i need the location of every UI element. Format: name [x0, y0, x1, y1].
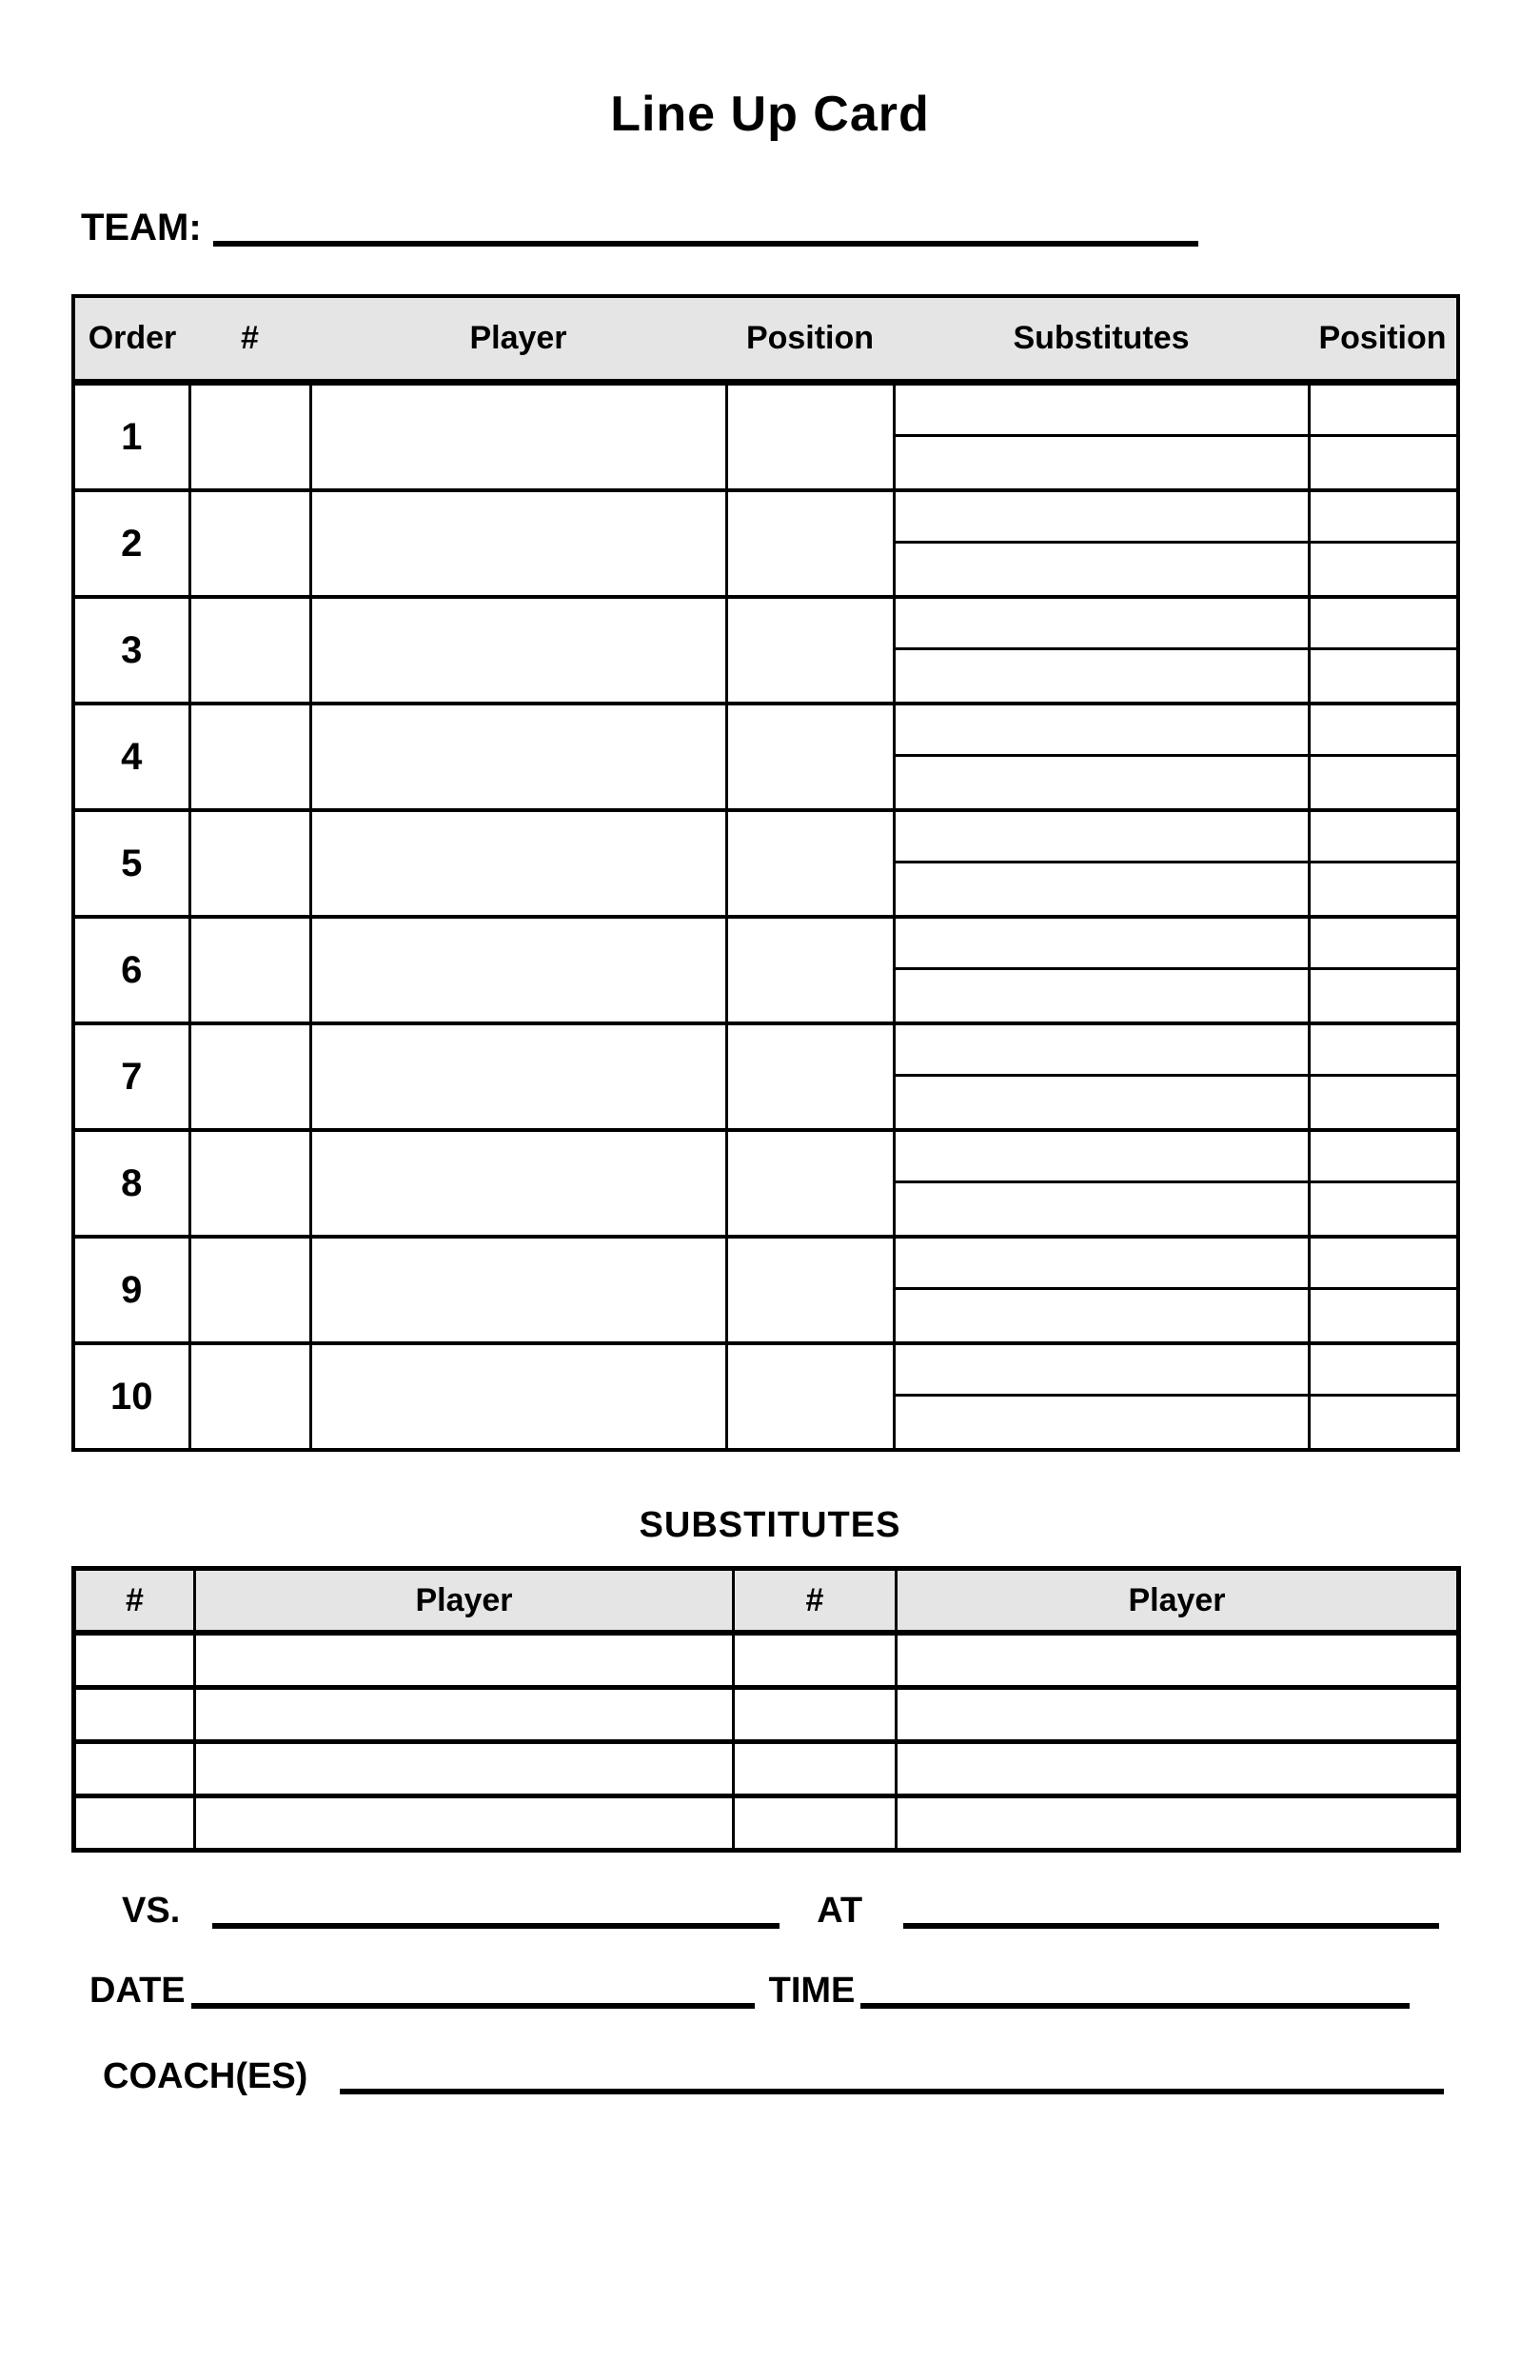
substitute-entry-2[interactable] — [896, 1183, 1308, 1235]
substitute-position-cell — [1309, 490, 1458, 597]
jersey-number-cell[interactable] — [189, 1343, 310, 1450]
team-label: TEAM: — [81, 207, 202, 249]
position-cell[interactable] — [726, 490, 894, 597]
order-cell: 10 — [73, 1343, 189, 1450]
substitute-position-entry-2[interactable] — [1311, 650, 1457, 702]
substitute-position-entry-2[interactable] — [1311, 1397, 1457, 1448]
page-title: Line Up Card — [610, 87, 930, 142]
substitutes-cell — [894, 704, 1309, 810]
substitutes-cell — [894, 1343, 1309, 1450]
time-label: TIME — [768, 1971, 856, 2012]
substitute-entry-1[interactable] — [896, 599, 1308, 650]
substitute-position-entry-2[interactable] — [1311, 757, 1457, 808]
substitute-entry-1[interactable] — [896, 1239, 1308, 1290]
lineup-row — [73, 383, 1458, 491]
vs-at-field-row — [122, 1891, 1540, 1932]
jersey-number-cell[interactable] — [189, 1023, 310, 1130]
order-cell: 4 — [73, 704, 189, 810]
substitute-position-entry-1[interactable] — [1311, 492, 1457, 544]
lineup-row — [73, 1023, 1458, 1130]
subs-col-header-number-right: # — [734, 1569, 897, 1634]
order-cell: 5 — [73, 810, 189, 917]
position-cell[interactable] — [726, 917, 894, 1023]
lineup-row — [73, 597, 1458, 704]
team-field-row — [81, 208, 1540, 247]
position-cell[interactable] — [726, 1237, 894, 1343]
order-cell: 8 — [73, 1130, 189, 1237]
order-cell: 6 — [73, 917, 189, 1023]
substitute-entry-1[interactable] — [896, 919, 1308, 970]
substitute-position-cell — [1309, 383, 1458, 491]
order-cell: 2 — [73, 490, 189, 597]
substitute-position-cell — [1309, 917, 1458, 1023]
substitutes-cell — [894, 490, 1309, 597]
substitute-entry-2[interactable] — [896, 1077, 1308, 1128]
subs-col-header-player-right: Player — [897, 1569, 1459, 1634]
substitute-position-entry-1[interactable] — [1311, 705, 1457, 757]
substitutes-cell — [894, 1130, 1309, 1237]
substitute-entry-2[interactable] — [896, 1397, 1308, 1448]
sub-number-cell[interactable] — [74, 1633, 195, 1688]
jersey-number-cell[interactable] — [189, 1237, 310, 1343]
position-cell[interactable] — [726, 1023, 894, 1130]
substitutes-cell — [894, 810, 1309, 917]
sub-number-cell[interactable] — [734, 1633, 897, 1688]
substitute-position-entry-1[interactable] — [1311, 386, 1457, 437]
lineup-row — [73, 490, 1458, 597]
lineup-row — [73, 704, 1458, 810]
sub-player-cell[interactable] — [897, 1796, 1459, 1851]
substitute-entry-1[interactable] — [896, 386, 1308, 437]
substitute-position-entry-2[interactable] — [1311, 863, 1457, 915]
coaches-label: COACH(ES) — [103, 2056, 308, 2097]
lineup-header-row — [73, 296, 1458, 383]
substitute-position-entry-1[interactable] — [1311, 1239, 1457, 1290]
substitute-position-entry-2[interactable] — [1311, 544, 1457, 595]
sub-player-cell[interactable] — [195, 1688, 734, 1742]
order-cell: 3 — [73, 597, 189, 704]
sub-player-cell[interactable] — [897, 1742, 1459, 1796]
sub-number-cell[interactable] — [734, 1742, 897, 1796]
substitute-entry-1[interactable] — [896, 812, 1308, 863]
substitute-position-cell — [1309, 597, 1458, 704]
substitute-entry-1[interactable] — [896, 492, 1308, 544]
substitutes-table-row — [74, 1796, 1459, 1851]
substitutes-table-row — [74, 1742, 1459, 1796]
player-name-cell[interactable] — [310, 917, 726, 1023]
substitute-position-entry-1[interactable] — [1311, 1132, 1457, 1183]
substitute-entry-2[interactable] — [896, 757, 1308, 808]
sub-player-cell[interactable] — [897, 1688, 1459, 1742]
sub-number-cell[interactable] — [74, 1688, 195, 1742]
position-cell[interactable] — [726, 1130, 894, 1237]
order-cell: 9 — [73, 1237, 189, 1343]
col-header-sub-position: Position — [1309, 296, 1458, 383]
substitute-position-cell — [1309, 1130, 1458, 1237]
player-name-cell[interactable] — [310, 597, 726, 704]
sub-number-cell[interactable] — [74, 1742, 195, 1796]
substitute-position-cell — [1309, 1343, 1458, 1450]
substitute-position-entry-2[interactable] — [1311, 970, 1457, 1021]
col-header-player: Player — [310, 296, 726, 383]
jersey-number-cell[interactable] — [189, 490, 310, 597]
substitute-position-cell — [1309, 1237, 1458, 1343]
date-input-line[interactable] — [191, 1992, 755, 2009]
substitute-entry-1[interactable] — [896, 1132, 1308, 1183]
substitutes-header-row — [74, 1569, 1459, 1634]
player-name-cell[interactable] — [310, 1023, 726, 1130]
jersey-number-cell[interactable] — [189, 1130, 310, 1237]
substitute-position-entry-2[interactable] — [1311, 1290, 1457, 1341]
team-input-line[interactable] — [213, 229, 1198, 247]
substitute-position-entry-2[interactable] — [1311, 1183, 1457, 1235]
substitute-position-entry-1[interactable] — [1311, 1345, 1457, 1397]
sub-number-cell[interactable] — [734, 1796, 897, 1851]
substitutes-cell — [894, 597, 1309, 704]
substitute-position-entry-1[interactable] — [1311, 812, 1457, 863]
substitute-entry-1[interactable] — [896, 1025, 1308, 1077]
position-cell[interactable] — [726, 1343, 894, 1450]
coaches-input-line[interactable] — [340, 2077, 1444, 2094]
substitute-position-cell — [1309, 704, 1458, 810]
player-name-cell[interactable] — [310, 1130, 726, 1237]
player-name-cell[interactable] — [310, 1237, 726, 1343]
lineup-row — [73, 1130, 1458, 1237]
substitute-entry-2[interactable] — [896, 544, 1308, 595]
substitute-entry-2[interactable] — [896, 1290, 1308, 1341]
sub-player-cell[interactable] — [195, 1742, 734, 1796]
substitute-position-entry-2[interactable] — [1311, 437, 1457, 488]
substitute-position-entry-1[interactable] — [1311, 1025, 1457, 1077]
lineup-row — [73, 1237, 1458, 1343]
jersey-number-cell[interactable] — [189, 917, 310, 1023]
substitutes-cell — [894, 1237, 1309, 1343]
substitute-entry-2[interactable] — [896, 863, 1308, 915]
sub-player-cell[interactable] — [897, 1633, 1459, 1688]
substitute-position-cell — [1309, 810, 1458, 917]
position-cell[interactable] — [726, 597, 894, 704]
player-name-cell[interactable] — [310, 490, 726, 597]
player-name-cell[interactable] — [310, 704, 726, 810]
date-label: DATE — [89, 1971, 186, 2012]
jersey-number-cell[interactable] — [189, 704, 310, 810]
jersey-number-cell[interactable] — [189, 810, 310, 917]
vs-input-line[interactable] — [212, 1912, 780, 1929]
order-cell: 1 — [73, 383, 189, 491]
substitute-entry-2[interactable] — [896, 650, 1308, 702]
substitutes-cell — [894, 917, 1309, 1023]
col-header-number: # — [189, 296, 310, 383]
position-cell[interactable] — [726, 810, 894, 917]
lineup-table — [71, 294, 1460, 1452]
substitute-position-entry-2[interactable] — [1311, 1077, 1457, 1128]
substitutes-cell — [894, 1023, 1309, 1130]
jersey-number-cell[interactable] — [189, 597, 310, 704]
substitutes-heading: SUBSTITUTES — [639, 1505, 901, 1546]
position-cell[interactable] — [726, 704, 894, 810]
sub-player-cell[interactable] — [195, 1633, 734, 1688]
subs-col-header-number-left: # — [74, 1569, 195, 1634]
lineup-row — [73, 917, 1458, 1023]
substitutes-cell — [894, 383, 1309, 491]
lineup-row — [73, 1343, 1458, 1450]
time-input-line[interactable] — [860, 1992, 1410, 2009]
order-cell: 7 — [73, 1023, 189, 1130]
col-header-order: Order — [73, 296, 189, 383]
player-name-cell[interactable] — [310, 383, 726, 491]
at-label: AT — [817, 1891, 863, 1932]
subs-col-header-player-left: Player — [195, 1569, 734, 1634]
substitutes-table — [71, 1566, 1461, 1853]
substitutes-table-row — [74, 1633, 1459, 1688]
coaches-field-row — [103, 2056, 1540, 2097]
substitute-entry-1[interactable] — [896, 1345, 1308, 1397]
sub-player-cell[interactable] — [195, 1796, 734, 1851]
substitute-entry-2[interactable] — [896, 970, 1308, 1021]
substitute-position-entry-1[interactable] — [1311, 919, 1457, 970]
substitute-entry-1[interactable] — [896, 705, 1308, 757]
date-time-field-row — [89, 1971, 1540, 2012]
col-header-substitutes: Substitutes — [894, 296, 1309, 383]
vs-label: VS. — [122, 1891, 181, 1932]
sub-number-cell[interactable] — [734, 1688, 897, 1742]
substitutes-table-row — [74, 1688, 1459, 1742]
jersey-number-cell[interactable] — [189, 383, 310, 491]
substitute-entry-2[interactable] — [896, 437, 1308, 488]
substitute-position-entry-1[interactable] — [1311, 599, 1457, 650]
substitute-position-cell — [1309, 1023, 1458, 1130]
at-input-line[interactable] — [903, 1912, 1439, 1929]
lineup-row — [73, 810, 1458, 917]
player-name-cell[interactable] — [310, 1343, 726, 1450]
sub-number-cell[interactable] — [74, 1796, 195, 1851]
position-cell[interactable] — [726, 383, 894, 491]
player-name-cell[interactable] — [310, 810, 726, 917]
col-header-position: Position — [726, 296, 894, 383]
